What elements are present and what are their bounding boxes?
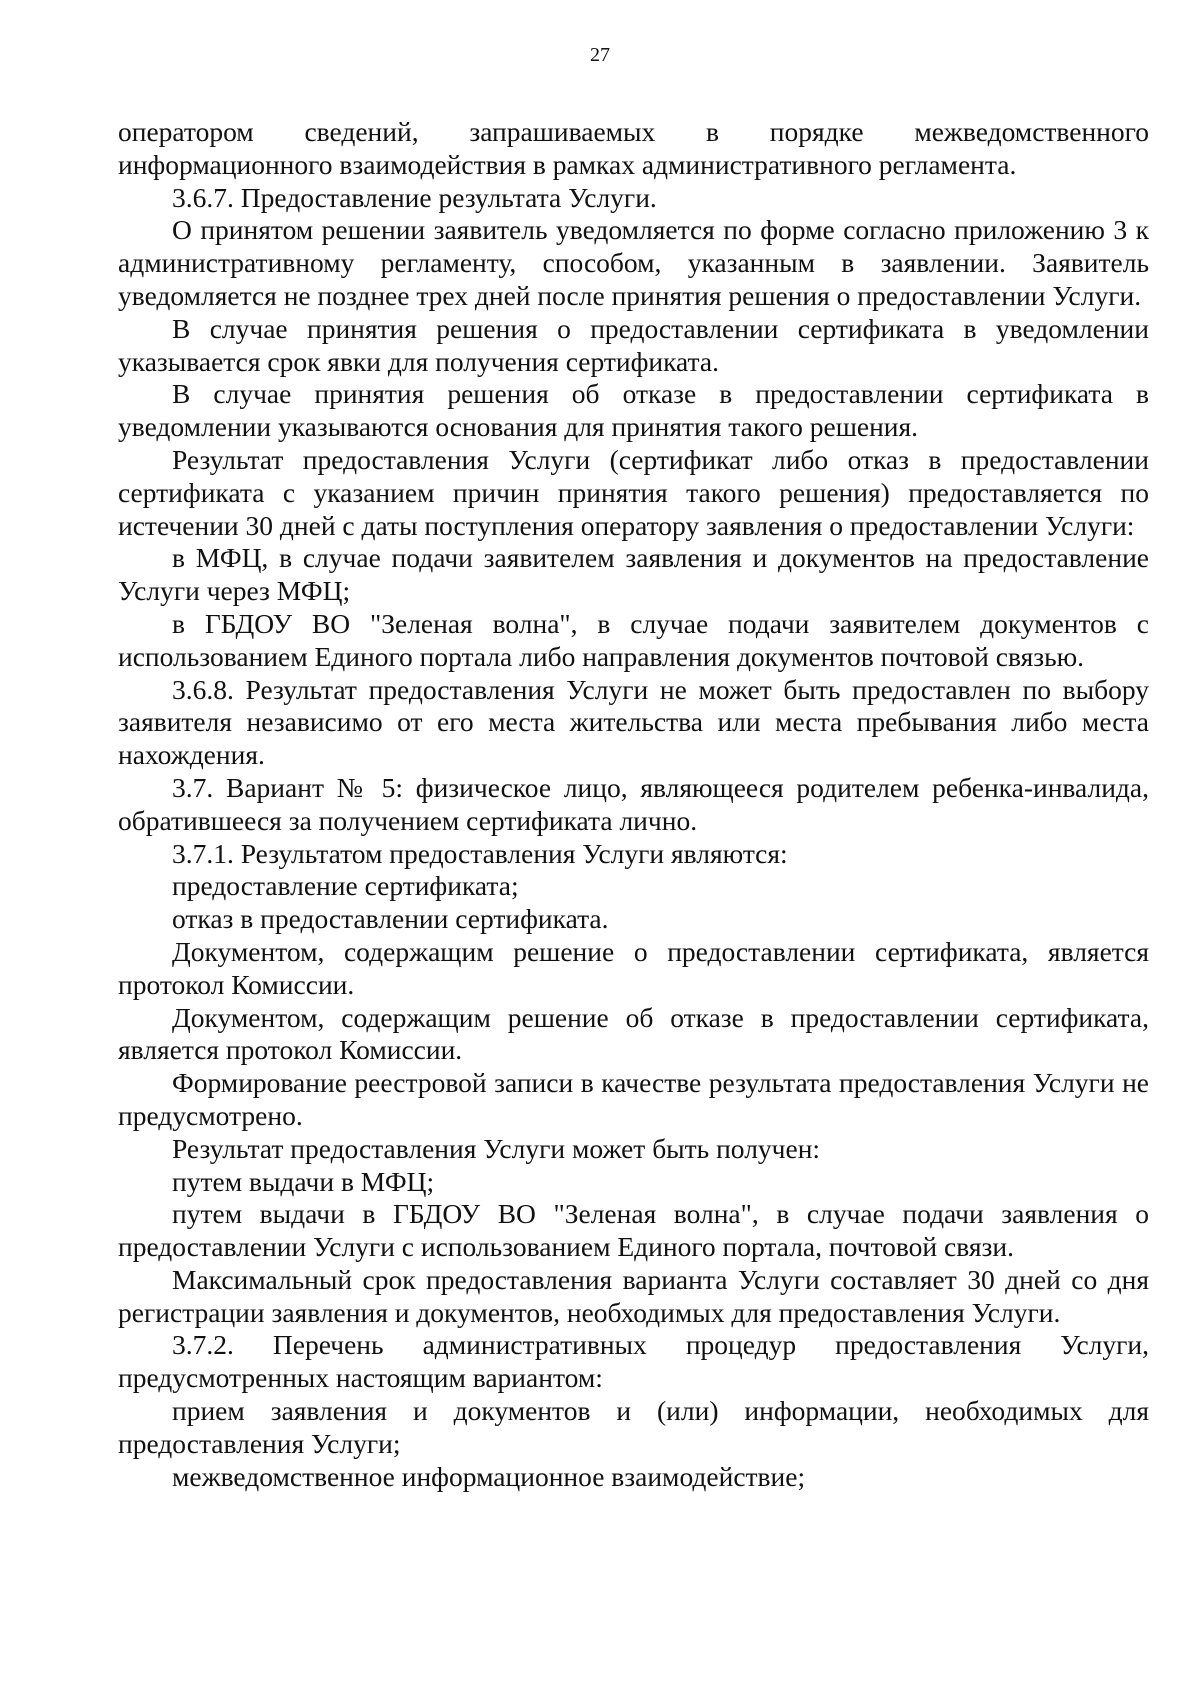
paragraph-section-3-6-7: 3.6.7. Предоставление результата Услуги. bbox=[172, 181, 657, 213]
list-item: межведомственное информационное взаимодействие; bbox=[172, 1460, 806, 1492]
list-item: предоставление сертификата; bbox=[172, 870, 519, 902]
paragraph-section-3-6-8: 3.6.8. Результат предоставления Услуги не может быть предоставлен по выбору заявителя независимо от его места жительства или места пребывания либо места нахождения. bbox=[118, 673, 1149, 771]
paragraph: Результат предоставления Услуги (сертификат либо отказ в предоставлении сертификата с указанием причин принятия такого решения) предоставляется по истечении 30 дней с даты поступления оператору заявления о предоставлении Услуги: bbox=[118, 443, 1149, 541]
paragraph: В случае принятия решения об отказе в предоставлении сертификата в уведомлении указываются основания для принятия такого решения. bbox=[118, 378, 1149, 443]
list-item: путем выдачи в ГБДОУ ВО "Зеленая волна", в случае подачи заявления о предоставлении Услуги с использованием Единого портала, почтовой связи. bbox=[118, 1198, 1149, 1263]
paragraph-continuation: оператором сведений, запрашиваемых в порядке межведомственного информационного взаимодействия в рамках административного регламента. bbox=[118, 116, 1149, 180]
paragraph-section-3-7-2: 3.7.2. Перечень административных процедур предоставления Услуги, предусмотренных настоящим вариантом: bbox=[118, 1329, 1149, 1394]
paragraph: Документом, содержащим решение об отказе в предоставлении сертификата, является протокол Комиссии. bbox=[118, 1001, 1149, 1066]
paragraph: Результат предоставления Услуги может быть получен: bbox=[172, 1132, 821, 1164]
list-item: прием заявления и документов и (или) информации, необходимых для предоставления Услуги; bbox=[118, 1395, 1149, 1459]
page-number: 27 bbox=[590, 44, 610, 66]
paragraph-section-3-7: 3.7. Вариант № 5: физическое лицо, являющееся родителем ребенка-инвалида, обратившееся за получением сертификата лично. bbox=[118, 771, 1149, 836]
paragraph-section-3-7-1: 3.7.1. Результатом предоставления Услуги являются: bbox=[172, 837, 788, 869]
paragraph: О принятом решении заявитель уведомляется по форме согласно приложению 3 к административному регламенту, способом, указанным в заявлении. Заявитель уведомляется не позднее трех дней после принятия решения о предоставлении Услуги. bbox=[118, 214, 1149, 311]
paragraph: Максимальный срок предоставления варианта Услуги составляет 30 дней со дня регистрации заявления и документов, необходимых для предоставления Услуги. bbox=[118, 1263, 1149, 1328]
paragraph: В случае принятия решения о предоставлении сертификата в уведомлении указывается срок явки для получения сертификата. bbox=[118, 312, 1149, 377]
list-item: путем выдачи в МФЦ; bbox=[172, 1165, 435, 1197]
paragraph: Документом, содержащим решение о предоставлении сертификата, является протокол Комиссии. bbox=[118, 935, 1149, 1000]
list-item: в ГБДОУ ВО "Зеленая волна", в случае подачи заявителем документов с использованием Единого портала либо направления документов почтовой связью. bbox=[118, 607, 1149, 672]
document-body bbox=[118, 116, 1149, 1493]
list-item: в МФЦ, в случае подачи заявителем заявления и документов на предоставление Услуги через МФЦ; bbox=[118, 542, 1149, 607]
list-item: отказ в предоставлении сертификата. bbox=[172, 903, 609, 935]
paragraph: Формирование реестровой записи в качестве результата предоставления Услуги не предусмотрено. bbox=[118, 1067, 1149, 1131]
